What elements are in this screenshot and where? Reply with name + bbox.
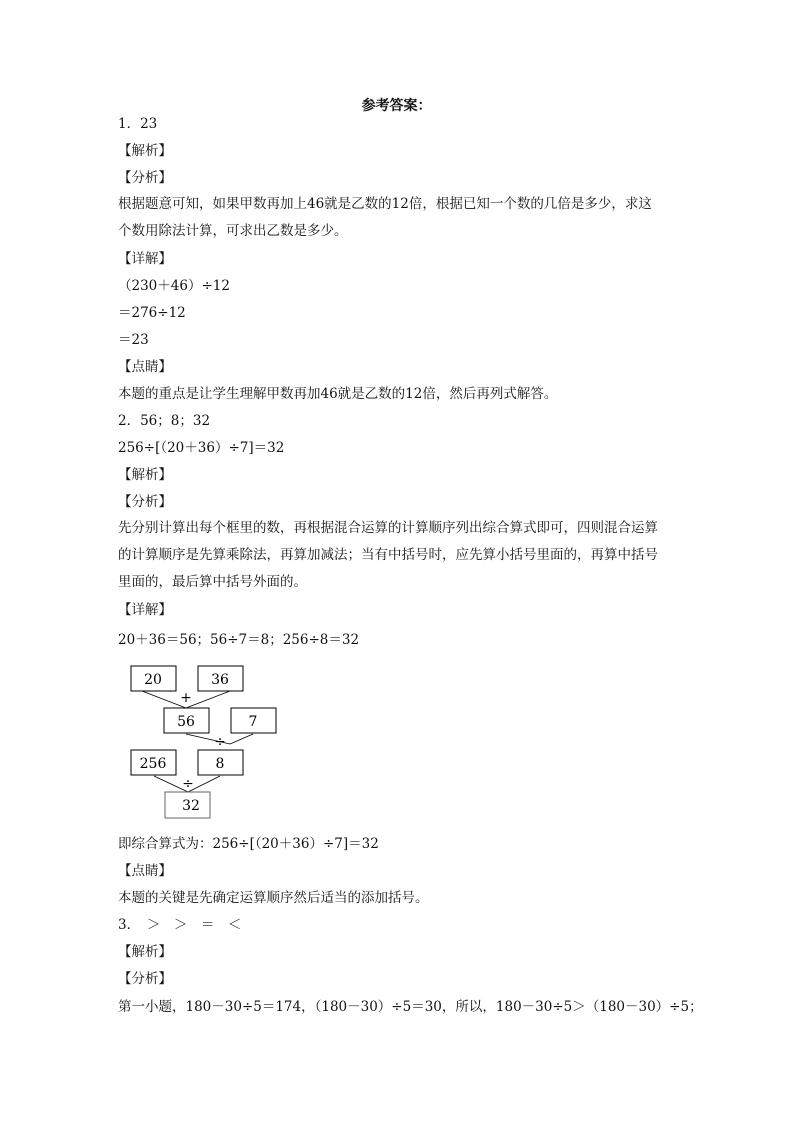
tree-box-value: 20 [144, 672, 162, 688]
q1-xiangjie-heading: 【详解】 [118, 251, 172, 267]
q1-analysis: 根据题意可知，如果甲数再加上46就是乙数的12倍，根据已知一个数的几倍是多少，求这个数用除法计算，可求出乙数是多少。 [118, 196, 652, 239]
q1-answer: 1．23 [118, 116, 158, 132]
q1-step3: ＝23 [118, 332, 149, 348]
tree-box-value: 36 [211, 672, 229, 688]
q2-jiexi-heading: 【解析】 [118, 467, 172, 483]
divide-operator: ÷ [214, 734, 226, 750]
q1-fenxi-heading: 【分析】 [118, 170, 172, 186]
tree-box-value: 32 [182, 798, 200, 814]
q2-formula: 256÷[（20＋36）÷7]＝32 [118, 440, 285, 456]
divide-operator: ÷ [182, 776, 194, 792]
q1-step1: （230＋46）÷12 [118, 278, 230, 294]
page-title: 参考答案： [361, 98, 432, 114]
q2-summary: 即综合算式为：256÷[（20＋36）÷7]＝32 [118, 836, 379, 852]
q3-answer: 3． ＞ ＞ ＝ ＜ [118, 917, 242, 933]
connector-line [230, 734, 253, 744]
q2-comment: 本题的关键是先确定运算顺序然后适当的添加括号。 [118, 890, 429, 906]
q3-analysis: 第一小题，180－30÷5＝174，（180－30）÷5＝30，所以，180－30÷5＞（180－30）÷5； [118, 999, 703, 1015]
connector-line [186, 691, 230, 708]
tree-box-value: 256 [139, 756, 167, 772]
q2-analysis: 先分别计算出每个框里的数，再根据混合运算的计算顺序列出综合算式即可，四则混合运算的计算顺序是先算乘除法，再算加减法；当有中括号时，应先算小括号里面的，再算中括号里面的，最后算中括号外面的。 [118, 520, 658, 590]
q1-jiexi-heading: 【解析】 [118, 143, 172, 159]
calculation-tree-diagram [118, 660, 288, 822]
q2-xiangjie-heading: 【详解】 [118, 602, 172, 618]
tree-box-value: 56 [177, 714, 195, 730]
q2-fenxi-heading: 【分析】 [118, 494, 172, 510]
q3-fenxi-heading: 【分析】 [118, 971, 172, 987]
q2-answer: 2．56；8；32 [118, 413, 211, 429]
q1-step2: ＝276÷12 [118, 305, 186, 321]
q2-dianjing-heading: 【点睛】 [118, 863, 172, 879]
q1-comment: 本题的重点是让学生理解甲数再加46就是乙数的12倍，然后再列式解答。 [118, 386, 558, 402]
plus-operator: + [180, 690, 192, 706]
tree-box-value: 8 [215, 756, 225, 772]
q2-calc: 20＋36＝56；56÷7＝8；256÷8＝32 [118, 632, 360, 648]
tree-box-value: 7 [248, 714, 258, 730]
q3-jiexi-heading: 【解析】 [118, 944, 172, 960]
q1-dianjing-heading: 【点睛】 [118, 359, 172, 375]
